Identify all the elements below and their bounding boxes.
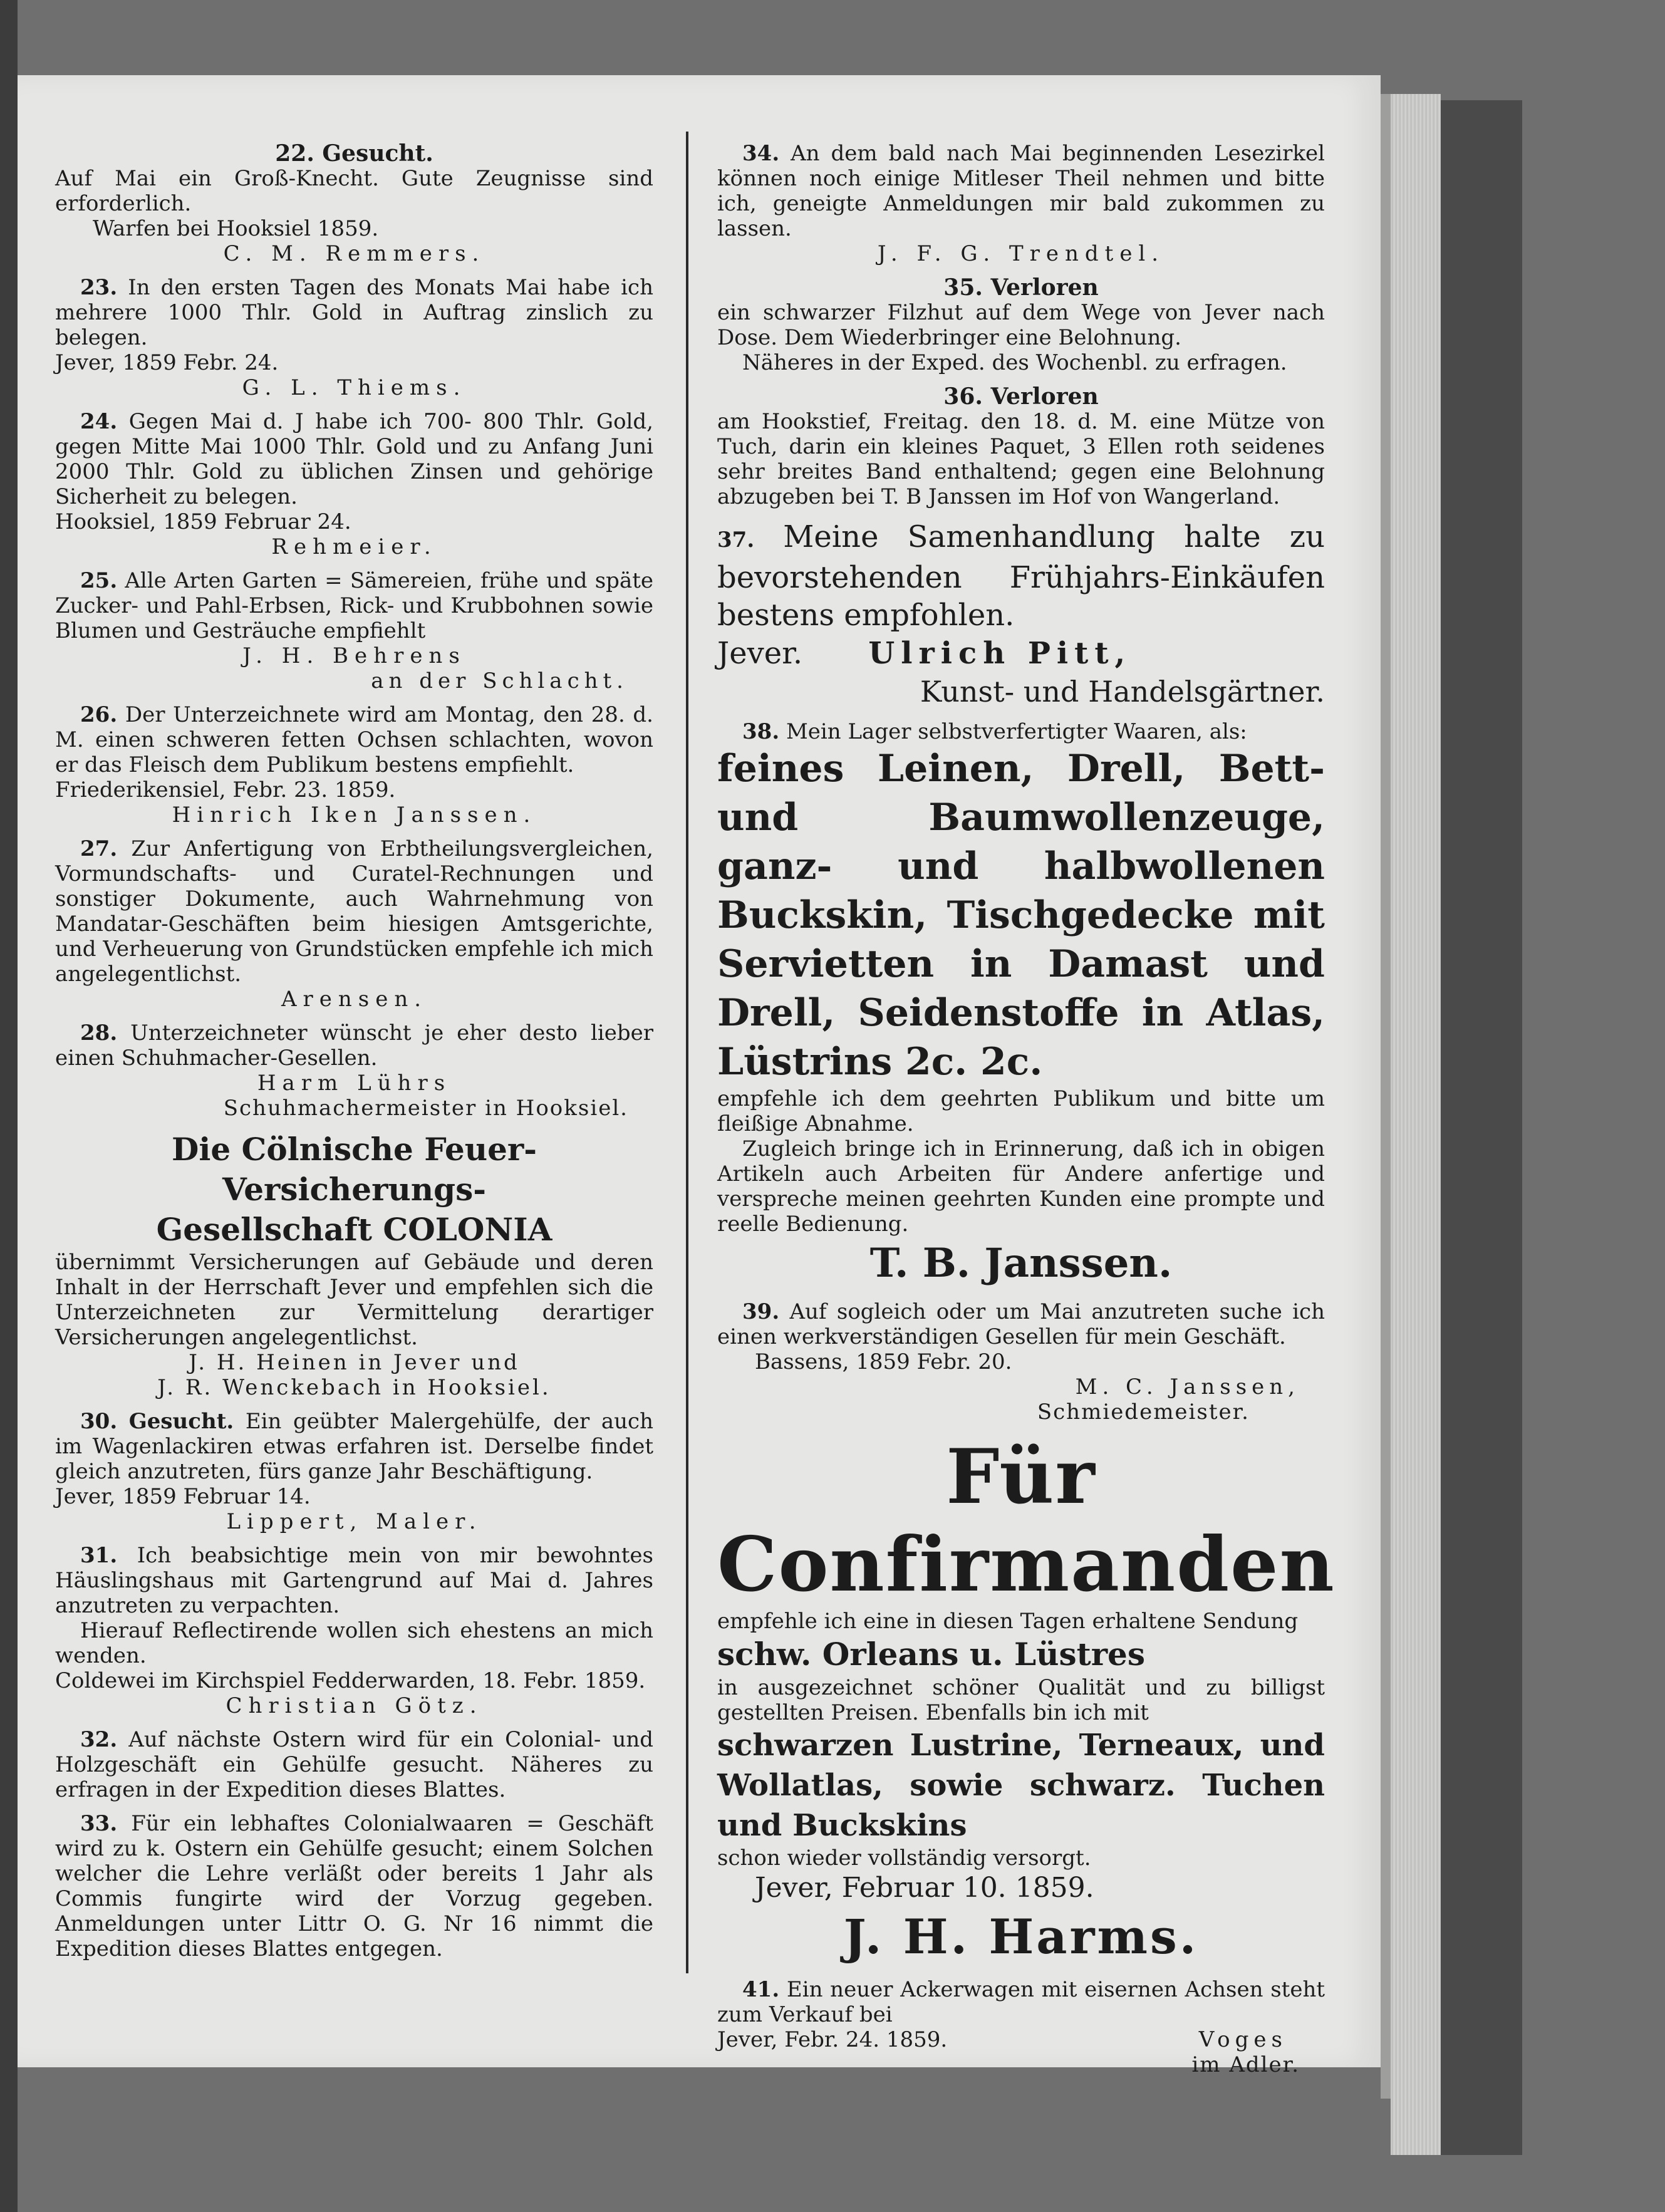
- ad-body: Für ein lebhaftes Colonialwaaren = Geschäft wird zu k. Ostern ein Gehülfe gesucht; einem Solchen welcher die Lehre verläßt oder bereits 1 Jahr als Commis fungirte wird der Vorzug gegeben. Anmeldungen unter Littr O. G. Nr 16 nimmt die Expedition dieses Blattes entgegen.: [55, 1811, 654, 1961]
- ad-place-date: Jever, Febr. 24. 1859.: [717, 2027, 948, 2052]
- ad-signature-detail: Schmiedemeister.: [1037, 1399, 1250, 1425]
- ad-highlight-2: schwarzen Lustrine, Terneaux, und Wollatlas, sowie schwarz. Tuchen und Buckskins: [717, 1728, 1325, 1843]
- ad-number: 25.: [80, 568, 118, 593]
- ad-26: [55, 702, 653, 828]
- ad-body: Ein geübter Malergehülfe, der auch im Wagenlackiren etwas erfahren ist. Derselbe findet gleich anzutreten, fürs ganze Jahr Beschäftigung.: [55, 1409, 653, 1484]
- ad-confirmanden: [717, 1433, 1336, 1968]
- ad-body: An dem bald nach Mai beginnenden Lesezirkel können noch einige Mitleser Theil nehmen und bitte ich, geneigte Anmeldungen mir bald zukommen zu lassen.: [717, 141, 1325, 241]
- ad-signature: J. H. Behrens: [242, 643, 466, 668]
- ad-title: Gesucht.: [128, 1409, 234, 1434]
- ad-body: Auf nächste Ostern wird für ein Colonial- und Holzgeschäft ein Gehülfe gesucht. Näheres zu erfragen in der Expedition dieses Blattes.: [55, 1727, 654, 1802]
- ad-place-date: Friederikensiel, Febr. 23. 1859.: [55, 777, 396, 802]
- ad-place: Jever.: [717, 636, 803, 671]
- ad-place-date: Warfen bei Hooksiel 1859.: [93, 216, 379, 241]
- ad-place-date: Jever, 1859 Febr. 24.: [55, 350, 279, 375]
- ad-32: [55, 1727, 653, 1802]
- ad-number: 22.: [275, 140, 314, 167]
- ad-number: 28.: [80, 1020, 118, 1046]
- ad-number: 38.: [742, 719, 780, 744]
- ad-body-3: schon wieder vollständig versorgt.: [717, 1846, 1091, 1871]
- ad-number: 39.: [742, 1299, 780, 1324]
- ad-signature-2: J. R. Wenckebach in Hooksiel.: [157, 1375, 551, 1400]
- ad-signature: Harm Lührs: [257, 1071, 452, 1096]
- ad-body: Gegen Mai d. J habe ich 700- 800 Thlr. Gold, gegen Mitte Mai 1000 Thlr. Gold und zu Anfang Juni 2000 Thlr. Gold zu üblichen Zinsen und gehörige Sicherheit zu belegen.: [55, 409, 653, 509]
- ad-body: Meine Samenhandlung halte zu bevorstehenden Frühjahrs-Einkäufen bestens empfohlen.: [717, 519, 1325, 633]
- ad-25: [55, 568, 653, 693]
- book-page-edges: [1391, 94, 1441, 2155]
- ad-41: [717, 1977, 1325, 2077]
- ad-title: Verloren: [990, 274, 1099, 301]
- ad-number: 24.: [80, 409, 118, 434]
- book-spine: [1441, 100, 1522, 2155]
- ad-highlight-1: schw. Orleans u. Lüstres: [717, 1636, 1146, 1673]
- ad-signature-detail: im Adler.: [1191, 2052, 1300, 2077]
- ad-signature: Voges: [1198, 2027, 1287, 2052]
- ad-body-2: Näheres in der Exped. des Wochenbl. zu erfragen.: [742, 350, 1287, 375]
- ad-number: 23.: [80, 275, 118, 300]
- ad-heading: [717, 384, 1325, 409]
- ad-23: [55, 275, 653, 400]
- ad-body: Ich beabsichtige mein von mir bewohntes Häuslingshaus mit Gartengrund auf Mai d. Jahres anzutreten zu verpachten.: [55, 1543, 654, 1618]
- ad-22: [55, 141, 653, 266]
- ad-signature: Rehmeier.: [271, 534, 437, 559]
- previous-page-edge: [0, 0, 18, 2212]
- ad-signature-detail: Kunst- und Handelsgärtner.: [920, 675, 1325, 709]
- ad-signature: M. C. Janssen,: [1075, 1374, 1300, 1399]
- ad-intro: Mein Lager selbstverfertigter Waaren, als:: [786, 719, 1247, 744]
- ad-number: 34.: [742, 141, 780, 166]
- ad-31: [55, 1543, 653, 1718]
- ad-body: ein schwarzer Filzhut auf dem Wege von Jever nach Dose. Dem Wiederbringer eine Belohnung.: [717, 300, 1325, 350]
- ad-number: 31.: [80, 1543, 118, 1568]
- colonia-subheading: Gesellschaft COLONIA: [156, 1211, 552, 1248]
- ad-28: [55, 1020, 653, 1121]
- column-rule: [686, 132, 688, 1973]
- confirmanden-heading: Für Confirmanden: [717, 1433, 1336, 1609]
- ad-body: Auf Mai ein Groß-Knecht. Gute Zeugnisse sind erforderlich.: [55, 166, 653, 216]
- ad-body: am Hookstief, Freitag. den 18. d. M. eine Mütze von Tuch, darin ein kleines Paquet, 3 Ellen roth seidenes sehr breites Band enthaltend; gegen eine Belohnung abzugeben bei T. B Janssen im Hof von Wangerland.: [717, 409, 1325, 509]
- ad-signature: J. F. G. Trendtel.: [877, 241, 1165, 266]
- ad-body-2: in ausgezeichnet schöner Qualität und zu billigst gestellten Preisen. Ebenfalls bin ich mit: [717, 1675, 1325, 1725]
- ad-body: Ein neuer Ackerwagen mit eisernen Achsen steht zum Verkauf bei: [717, 1977, 1325, 2027]
- ad-heading: [55, 141, 653, 166]
- ad-24: [55, 409, 653, 559]
- ad-signature: C. M. Remmers.: [223, 241, 485, 266]
- colonia-heading: Die Cölnische Feuer-Versicherungs-: [171, 1131, 537, 1208]
- ad-place-date: Jever, 1859 Februar 14.: [55, 1484, 311, 1509]
- ad-body: Unterzeichneter wünscht je eher desto lieber einen Schuhmacher-Gesellen.: [55, 1020, 653, 1071]
- ad-place-date: Bassens, 1859 Febr. 20.: [755, 1349, 1012, 1374]
- ad-number: 36.: [943, 383, 983, 410]
- ad-body-2: Hierauf Reflectirende wollen sich ehestens an mich wenden.: [55, 1618, 653, 1668]
- ad-body: In den ersten Tagen des Monats Mai habe ich mehrere 1000 Thlr. Gold in Auftrag zinslich zu belegen.: [55, 275, 653, 350]
- ad-signature: Hinrich Iken Janssen.: [172, 802, 537, 828]
- ad-number: 33.: [80, 1811, 118, 1836]
- ad-body: Zur Anfertigung von Erbtheilungsvergleichen, Vormundschafts- und Curatel-Rechnungen und sonstiger Dokumente, auch Wahrnehmung von Mandatar-Geschäften beim hiesigen Amtsgerichte, und Verheuerung von Grundstücken empfehle ich mich angelegentlichst.: [55, 836, 653, 987]
- ad-body: übernimmt Versicherungen auf Gebäude und deren Inhalt in der Herrschaft Jever und empfehlen sich die Unterzeichneten zur Vermittelung derartiger Versicherungen angelegentlichst.: [55, 1250, 653, 1350]
- ad-body: empfehle ich dem geehrten Publikum und bitte um fleißige Abnahme.: [717, 1086, 1325, 1136]
- ad-33: [55, 1811, 653, 1961]
- ad-signature: Ulrich Pitt,: [868, 636, 1132, 671]
- ad-signature: Christian Götz.: [226, 1693, 483, 1718]
- ad-number: 30.: [80, 1409, 118, 1434]
- ad-number: 41.: [742, 1977, 780, 2002]
- ad-number: 32.: [80, 1727, 118, 1752]
- ad-body: empfehle ich eine in diesen Tagen erhaltene Sendung: [717, 1609, 1299, 1634]
- ad-place-date: Coldewei im Kirchspiel Fedderwarden, 18. Febr. 1859.: [55, 1668, 646, 1693]
- ad-colonia: [55, 1129, 653, 1400]
- ad-number: 27.: [80, 836, 118, 861]
- ad-place-date: Jever, Februar 10. 1859.: [755, 1872, 1094, 1904]
- ad-body-2: Zugleich bringe ich in Erinnerung, daß ich in obigen Artikeln auch Arbeiten für Andere anfertige und verspreche meinen geehrten Kunden eine prompte und reelle Bedienung.: [717, 1136, 1325, 1237]
- ad-signature-detail: Schuhmachermeister in Hooksiel.: [223, 1096, 628, 1121]
- left-column: [55, 141, 653, 1970]
- goods-list: feines Leinen, Drell, Bett- und Baumwollenzeuge, ganz- und halbwollenen Buckskin, Tischgedecke mit Servietten in Damast und Drell, Seidenstoffe in Atlas, Lüstrins 2c. 2c.: [717, 747, 1325, 1084]
- ad-body: Alle Arten Garten = Sämereien, frühe und späte Zucker- und Pahl-Erbsen, Rick- und Krubbohnen sowie Blumen und Gesträuche empfiehlt: [55, 568, 653, 643]
- ad-37: [717, 518, 1325, 710]
- ad-39: [717, 1299, 1325, 1425]
- ad-signature: Lippert, Maler.: [226, 1509, 482, 1534]
- ad-signature: G. L. Thiems.: [242, 375, 467, 400]
- ad-number: 37.: [717, 527, 755, 553]
- ad-place-date: Hooksiel, 1859 Februar 24.: [55, 509, 351, 534]
- ad-27: [55, 836, 653, 1012]
- ad-34: [717, 141, 1325, 266]
- ad-signature: J. H. Harms.: [843, 1909, 1199, 1965]
- ad-signature: Arensen.: [281, 987, 428, 1012]
- ad-title: Verloren: [990, 383, 1099, 410]
- ad-signature-detail: an der Schlacht.: [371, 668, 628, 693]
- ad-30: [55, 1409, 653, 1534]
- ad-body: Auf sogleich oder um Mai anzutreten suche ich einen werkverständigen Gesellen für mein Geschäft.: [717, 1299, 1325, 1349]
- ad-title: Gesucht.: [322, 140, 433, 167]
- ad-signature: T. B. Janssen.: [869, 1240, 1173, 1287]
- right-column: [717, 141, 1336, 2086]
- ad-35: [717, 275, 1325, 375]
- ad-body: Der Unterzeichnete wird am Montag, den 28. d. M. einen schweren fetten Ochsen schlachten, wovon er das Fleisch dem Publikum bestens empfiehlt.: [55, 702, 653, 777]
- ad-number: 35.: [943, 274, 983, 301]
- ad-signature: J. H. Heinen in Jever und: [189, 1350, 520, 1375]
- ad-number: 26.: [80, 702, 118, 727]
- ad-heading: [717, 275, 1325, 300]
- ad-36: [717, 384, 1325, 509]
- ad-38: [717, 719, 1325, 1290]
